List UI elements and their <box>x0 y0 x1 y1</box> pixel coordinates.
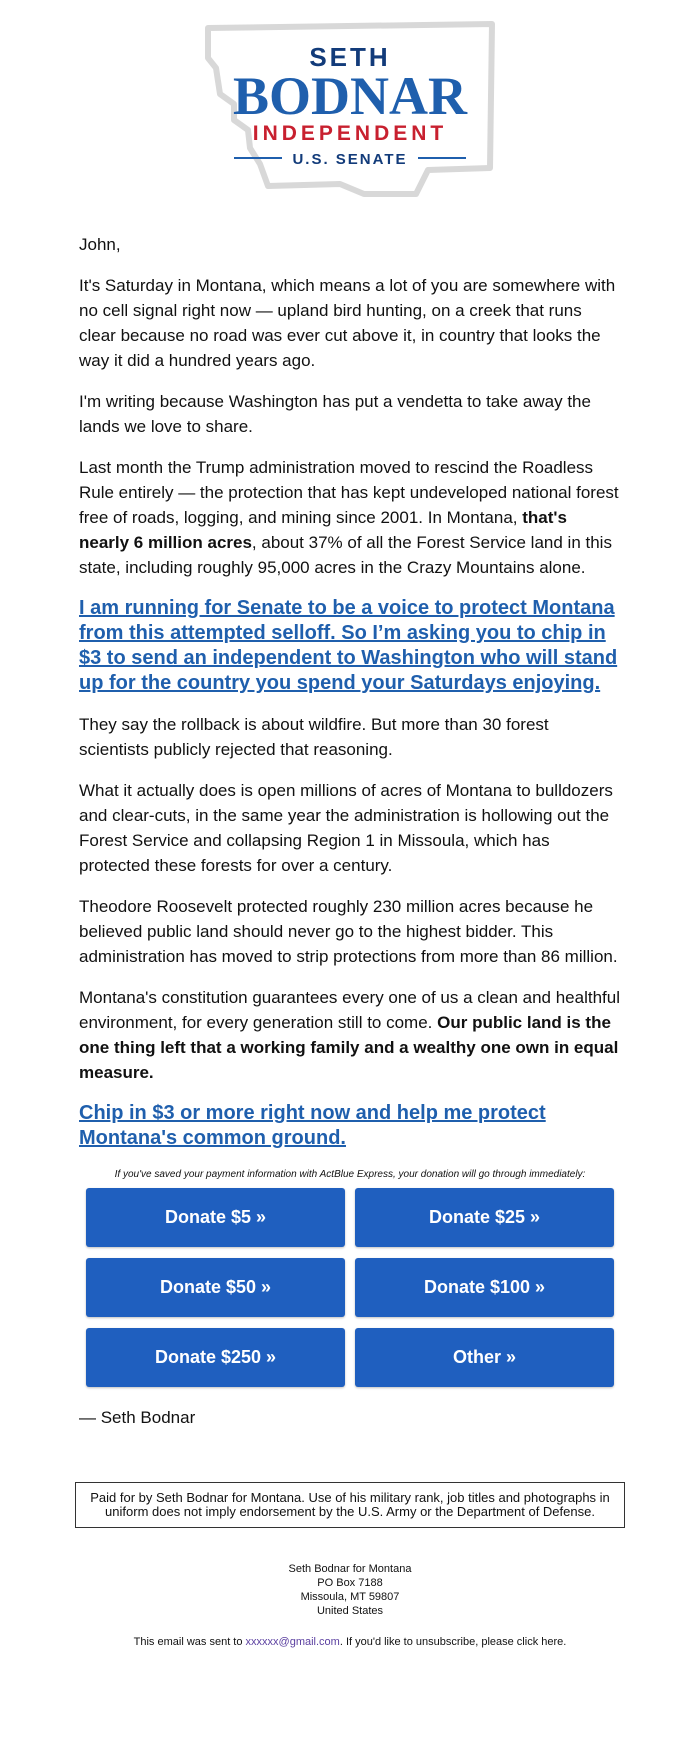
actblue-express-note: If you've saved your payment information with ActBlue Express, your donation will go through immediately: <box>114 1169 586 1180</box>
paragraph-1: It's Saturday in Montana, which means a lot of you are somewhere with no cell signal right now — upland bird hunting, on a creek that runs clear because no road was ever cut above it, in country that looks the way it did a hundred years ago. <box>79 276 616 370</box>
footer-suffix[interactable]: . If you'd like to unsubscribe, please click here. <box>339 1636 567 1648</box>
logo-bodnar: BODNAR <box>232 66 468 126</box>
paragraph-3 <box>79 455 621 580</box>
address-org: Seth Bodnar for Montana <box>288 1563 412 1575</box>
donate-other-button[interactable]: Other » <box>355 1328 614 1387</box>
paid-for-disclaimer: Paid for by Seth Bodnar for Montana. Use of his military rank, job titles and photographs in uniform does not imply endorsement by the U.S. Army or the Department of Defense. <box>75 1482 625 1528</box>
donate-250-button[interactable]: Donate $250 » <box>86 1328 345 1387</box>
mailing-address <box>0 1562 700 1618</box>
paragraph-3-end: , about 37% of all the Forest Service land in this state, including roughly 95,000 acres in the Crazy Mountains alone. <box>79 533 612 577</box>
donate-5-button[interactable]: Donate $5 » <box>86 1188 345 1247</box>
paragraph-2: I'm writing because Washington has put a vendetta to take away the lands we love to share. <box>79 392 591 436</box>
donate-100-button[interactable]: Donate $100 » <box>355 1258 614 1317</box>
campaign-logo <box>190 18 510 208</box>
paragraph-6: Theodore Roosevelt protected roughly 230 million acres because he believed public land should never go to the highest bidder. This administration has moved to strip protections from more than 86 million. <box>79 897 618 966</box>
paragraph-7-bold: Our public land is the one thing left that a working family and a wealthy one own in equal measure. <box>79 1013 619 1082</box>
logo-independent: INDEPENDENT <box>252 122 448 145</box>
greeting: John, <box>79 235 121 254</box>
address-box: PO Box 7188 <box>317 1577 383 1589</box>
recipient-email-link[interactable]: xxxxxx@gmail.com <box>245 1636 340 1648</box>
paragraph-3-start: Last month the Trump administration moved to rescind the Roadless Rule entirely — the protection that has kept undeveloped national forest free of roads, logging, and mining since 2001. In Montana, <box>79 458 619 527</box>
address-city: Missoula, MT 59807 <box>300 1591 400 1603</box>
signoff: — Seth Bodnar <box>79 1408 196 1427</box>
paragraph-5: What it actually does is open millions of acres of Montana to bulldozers and clear-cuts, in the same year the administration is hollowing out the Forest Service and collapsing Region 1 in Missoula, which has protected these forests for over a century. <box>79 781 613 875</box>
donate-cta-link-1[interactable]: I am running for Senate to be a voice to protect Montana from this attempted selloff. So I’m asking you to chip in $3 to send an independent to Washington who will stand up for the country you spend your Saturdays enjoying. <box>79 597 618 694</box>
paragraph-4: They say the rollback is about wildfire. But more than 30 forest scientists publicly rejected that reasoning. <box>79 715 549 759</box>
paragraph-3-bold: that's nearly 6 million acres <box>79 508 567 552</box>
donate-cta-link-2[interactable]: Chip in $3 or more right now and help me protect Montana's common ground. <box>79 1102 546 1149</box>
paragraph-7-start: Montana's constitution guarantees every one of us a clean and healthful environment, for every generation still to come. <box>79 988 620 1032</box>
donate-buttons-grid <box>86 1188 614 1387</box>
signoff-wrap <box>79 1405 621 1430</box>
paragraph-7 <box>79 985 621 1085</box>
logo-seth: SETH <box>309 42 391 72</box>
logo-senate: U.S. SENATE <box>292 151 408 168</box>
donate-25-button[interactable]: Donate $25 » <box>355 1188 614 1247</box>
email-body <box>0 18 700 1648</box>
donate-50-button[interactable]: Donate $50 » <box>86 1258 345 1317</box>
unsubscribe-footer <box>0 1636 700 1648</box>
address-country: United States <box>316 1605 384 1617</box>
footer-prefix: This email was sent to <box>133 1636 246 1648</box>
message-content <box>79 208 621 1151</box>
